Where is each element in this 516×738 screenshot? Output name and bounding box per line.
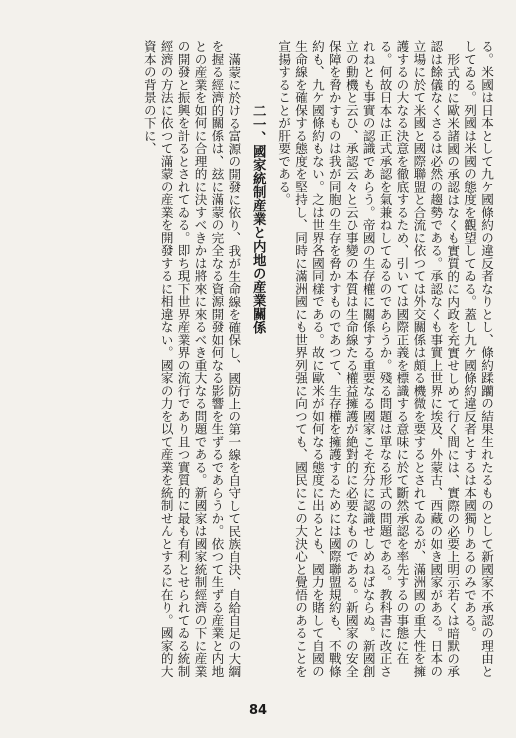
paragraph-recognition: 形式的に歐米諸國の承認はなくも實質的に内政を充實せしめて行く間には、實際の必要上明示若くは暗默の承認は餘儀なくさるは必然の趨勢である。承認なくも事實上世界に埃及、外蒙古、西藏の如き國家がある。日本の立場に於て米國と國際聯盟と合流に依つては外交關係は頗る機微を要するとされてゐるが、滿洲國の重大性を擁護するの大なる決意を徹底するため、引いては國際正義を標識する意味に於て斷然承認を率先するの事態に在る。何故日本は正式承認を氣兼ねしてゐるのであらうか。殘る問題は單なる形式の問題である。教科書に改正されねとも事實の認識であらう。帝國の生存權に關係する重要なる國家こそ充分に認識せしめねばならぬ。新國創立の動機と云ひ、承認云々と云ひ事變の本質は生命線たる權益擁護が絶對的に必要なものである。新國家の安全保障を脅かすものは我が同胞の生存を脅かすものであつて、生存權を擁護するためには國際聯盟規約も、不戰條約も、九ケ國條約もない。之は世界各國同樣である。故に歐米が如何なる態度に出るとも、國力を賭して自國の生命線を確保する態度を堅持し、同時に滿洲國にも世界列强に向つても、國民にこの大決心と覺悟のあることを宣揚することが肝要である。	[276, 40, 461, 678]
paragraph-industry: 滿蒙に於ける富源の開發に依り、我が生命線を確保し、國防上の第一線を自守して民族自決、自給自足の大綱を握る經濟的關係は、玆に滿蒙の完全なる資源開發如何なる影響を生ずるであらうか。依つて生ずる産業と内地との産業を如何に合理的に決すべきかは將來に來るべき重大なる問題である。新國家は國家統制經濟の下に産業の開發と振興を計るとされてゐる。即ち現下世界産業界の流行であり且つ實質的に最も有利とせられてゐる統制經濟の方法に依つて滿蒙の産業を開發するに相違ない。國家の力を以て産業を統制せんとするに在り。國家的大資本の背景の下に、	[141, 40, 242, 678]
vertical-text-body	[18, 40, 494, 680]
page-number: 84	[248, 703, 268, 718]
section-number: 二一、	[250, 104, 267, 145]
section-title: 國家統制産業と内地の産業關係	[250, 144, 267, 335]
paragraph-intro: る。米國は日本として九ケ國條約の違反者なりとし、條約蹂躪の結果生れたるものとして新國家不承認の理由としてゐる。列國は米國の態度を觀望してゐる。蓋し九ケ國條約違反者とするは本國獨りあるのみである。	[462, 40, 494, 678]
section-heading	[249, 40, 266, 680]
